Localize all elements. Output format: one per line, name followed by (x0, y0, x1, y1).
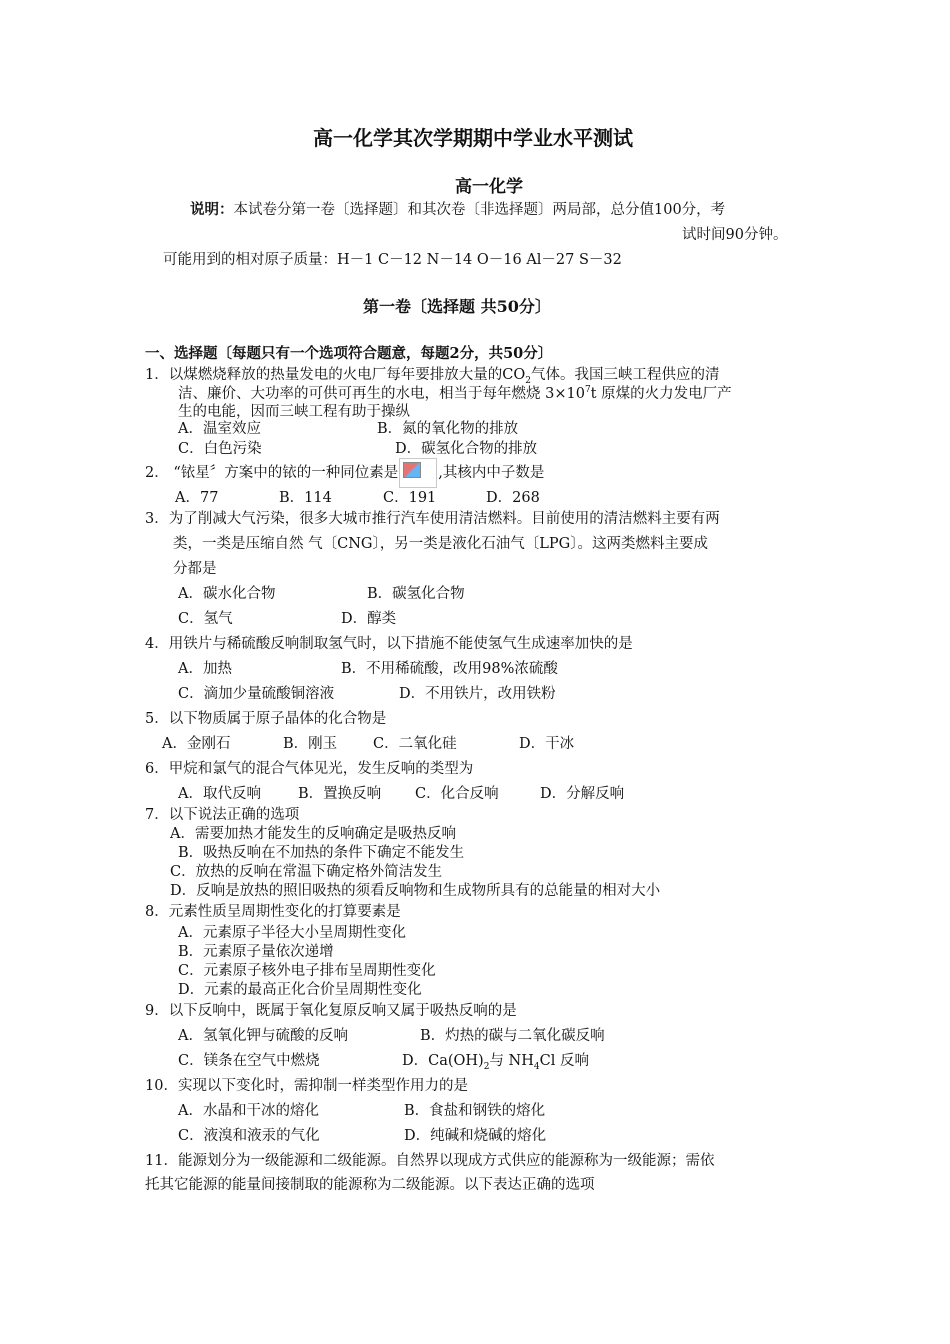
q3-option-c: C．氢气 (178, 611, 233, 627)
page-subtitle: 高一化学 (455, 177, 523, 197)
q10-option-d: D．纯碱和烧碱的熔化 (404, 1128, 547, 1144)
q5-option-c: C．二氧化硅 (373, 736, 457, 752)
q5-option-d: D．干冰 (519, 736, 575, 752)
q1-text-2b: t 原煤的火力发电厂产 (590, 386, 732, 402)
section-1-heading: 一、选择题〔每题只有一个选项符合题意，每题2分，共50分〕 (145, 345, 553, 362)
q1-option-a: A．温室效应 (178, 421, 261, 437)
q3-option-b: B．碳氢化合物 (367, 586, 465, 602)
q5-option-b: B．刚玉 (283, 736, 338, 752)
q9-option-a: A．氢氧化钾与硫酸的反响 (178, 1028, 348, 1044)
q9-option-d (402, 1049, 589, 1070)
q1-sup: 7 (584, 385, 591, 396)
q5-stem: 5．以下物质属于原子晶体的化合物是 (145, 711, 387, 727)
q2-option-d: D．268 (486, 490, 540, 506)
q9-option-c: C．镁条在空气中燃烧 (178, 1053, 320, 1069)
q1-text-1a: 1．以煤燃烧释放的热量发电的火电厂每年要排放大量的CO (145, 367, 526, 383)
q8-stem: 8．元素性质呈周期性变化的打算要素是 (145, 904, 401, 920)
q3-option-a: A．碳水化合物 (178, 586, 276, 602)
q9-d-part-a: D．Ca(OH) (402, 1053, 484, 1069)
volume-1-title: 第一卷〔选择题 共50分〕 (363, 297, 551, 316)
q3-line-1: 3．为了削减大气污染，很多大城市推行汽车使用清洁燃料。目前使用的清洁燃料主要有两 (145, 511, 720, 527)
page-title: 高一化学其次学期期中学业水平测试 (313, 126, 633, 150)
note-line-2: 试时间90分钟。 (682, 227, 788, 243)
q3-option-d: D．醇类 (341, 611, 397, 627)
q8-option-b: B．元素原子量依次递增 (178, 944, 334, 960)
q9-d-sub-1: 2 (483, 1061, 490, 1072)
q11-line-1: 11．能源划分为一级能源和二级能源。自然界以现成方式供应的能源称为一级能源；需依 (145, 1153, 715, 1169)
q6-option-d: D．分解反响 (540, 786, 625, 802)
q6-stem: 6．甲烷和氯气的混合气体见光，发生反响的类型为 (145, 761, 474, 777)
q4-option-a: A．加热 (178, 661, 232, 677)
q1-text-2a: 洁、廉价、大功率的可供可再生的水电，相当于每年燃烧 3×10 (178, 386, 585, 402)
q2-stem-b: ,其核内中子数是 (438, 465, 545, 481)
q6-option-c: C．化合反响 (415, 786, 499, 802)
note-label: 说明： (190, 201, 234, 218)
q4-stem: 4．用铁片与稀硫酸反响制取氢气时，以下措施不能使氢气生成速率加快的是 (145, 636, 633, 652)
q9-d-sub-2: 4 (533, 1061, 540, 1072)
q9-stem: 9．以下反响中，既属于氧化复原反响又属于吸热反响的是 (145, 1003, 517, 1019)
q3-line-3: 分都是 (173, 561, 217, 577)
q1-option-b: B．氮的氧化物的排放 (377, 421, 519, 437)
q2-stem (145, 458, 544, 488)
q10-option-b: B．食盐和钢铁的熔化 (404, 1103, 546, 1119)
note-text-1: 本试卷分第一卷〔选择题〕和其次卷〔非选择题〕两局部，总分值100分，考 (233, 202, 726, 218)
q10-option-a: A．水晶和干冰的熔化 (178, 1103, 319, 1119)
note-line-1 (190, 198, 725, 219)
q4-option-c: C．滴加少量硫酸铜溶液 (178, 686, 335, 702)
q7-option-c: C．放热的反响在常温下确定格外简洁发生 (170, 864, 443, 880)
q6-option-b: B．置换反响 (298, 786, 382, 802)
q8-option-a: A．元素原子半径大小呈周期性变化 (178, 925, 406, 941)
atomic-masses: 可能用到的相对原子质量：H－1 C－12 N－14 O－16 Al－27 S－32 (163, 252, 622, 268)
q9-d-part-b: 与 NH (489, 1053, 534, 1069)
q1-option-c: C．白色污染 (178, 441, 262, 457)
q3-line-2: 类，一类是压缩自然 气〔CNG〕，另一类是液化石油气〔LPG〕。这两类燃料主要成 (173, 536, 708, 552)
q2-stem-a: 2． “铱星〞方案中的铱的一种同位素是 (145, 465, 399, 481)
q4-option-b: B．不用稀硫酸，改用98%浓硫酸 (341, 661, 558, 677)
q1-line-1 (145, 363, 719, 384)
q9-option-b: B．灼热的碳与二氧化碳反响 (420, 1028, 605, 1044)
q8-option-d: D．元素的最高正化合价呈周期性变化 (178, 982, 422, 998)
q1-option-d: D．碳氢化合物的排放 (395, 441, 538, 457)
q10-option-c: C．液溴和液汞的气化 (178, 1128, 320, 1144)
q7-option-d: D．反响是放热的照旧吸热的须看反响物和生成物所具有的总能量的相对大小 (170, 883, 661, 899)
q11-line-2: 托其它能源的能量间接制取的能源称为二级能源。以下表达正确的选项 (145, 1177, 595, 1193)
q9-d-part-c: Cl 反响 (539, 1053, 589, 1069)
q7-stem: 7．以下说法正确的选项 (145, 807, 300, 823)
q1-text-1b: 气体。我国三峡工程供应的清 (530, 367, 720, 383)
q1-line-3: 生的电能，因而三峡工程有助于操纵 (178, 404, 410, 420)
q2-option-a: A．77 (175, 490, 219, 506)
q2-option-b: B．114 (279, 490, 332, 506)
q2-option-c: C．191 (383, 490, 437, 506)
q10-stem: 10．实现以下变化时，需抑制一样类型作用力的是 (145, 1078, 468, 1094)
isotope-image-icon (399, 458, 437, 488)
q4-option-d: D．不用铁片，改用铁粉 (399, 686, 556, 702)
q7-option-b: B．吸热反响在不加热的条件下确定不能发生 (178, 845, 465, 861)
q8-option-c: C．元素原子核外电子排布呈周期性变化 (178, 963, 436, 979)
q6-option-a: A．取代反响 (178, 786, 261, 802)
q7-option-a: A．需要加热才能发生的反响确定是吸热反响 (170, 826, 456, 842)
q1-sub: 2 (525, 375, 531, 386)
q5-option-a: A．金刚石 (162, 736, 231, 752)
